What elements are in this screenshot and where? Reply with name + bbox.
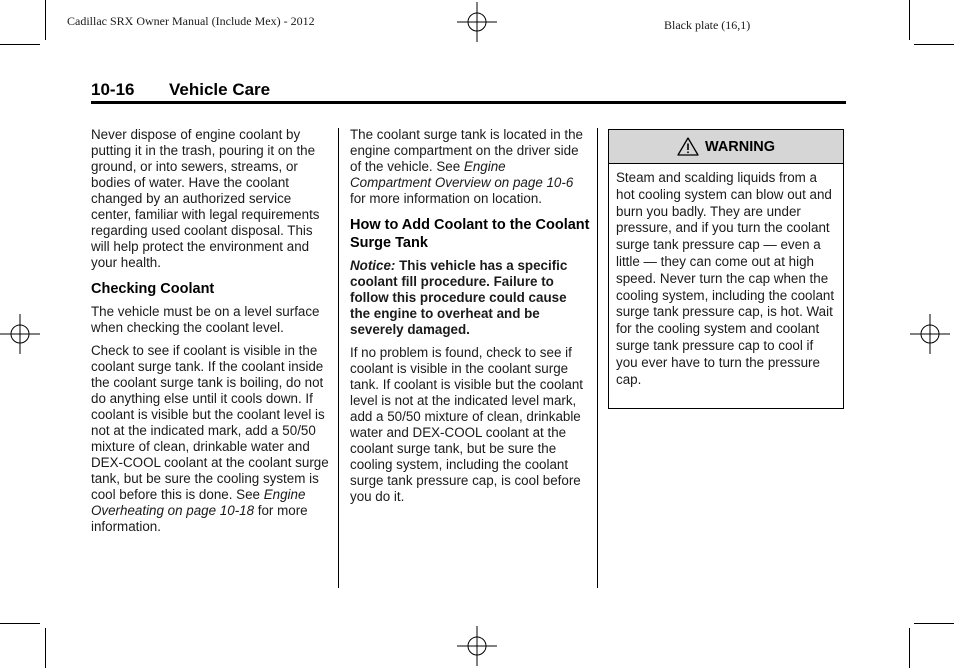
crop-mark: [909, 0, 910, 40]
title-rule: [91, 101, 846, 104]
crop-mark: [914, 623, 954, 624]
column-divider: [338, 128, 339, 588]
page-number: 10-16: [91, 80, 135, 99]
warning-header: [609, 130, 843, 164]
registration-mark-icon: [910, 314, 950, 354]
print-header-right: Black plate (16,1): [664, 18, 751, 32]
crop-mark: [0, 623, 40, 624]
warning-box: [608, 129, 844, 409]
crop-mark: [45, 0, 46, 40]
cross-reference-link[interactable]: Engine Overheating on page 10-18: [91, 487, 306, 518]
cross-reference-link[interactable]: Engine Compartment Overview on page 10-6: [350, 159, 574, 190]
notice-label: Notice:: [350, 258, 396, 273]
paragraph-add-procedure: If no problem is found, check to see if coolant is visible in the coolant surge tank. If coolant is visible but the coolant level is not at the indicated level mark, add a 50/50 mixture of clean, drinkable water and DEX-COOL coolant at the coolant surge tank, but be sure the cooling system, including the coolant surge tank pressure cap, is cool before you do it.: [350, 345, 583, 504]
registration-mark-icon: [0, 314, 40, 354]
paragraph-disposal: Never dispose of engine coolant by putting it in the trash, pouring it on the ground, or into sewers, streams, or bodies of water. Have the coolant changed by an authorized service center, familiar with legal requirements regarding used coolant disposal. This will help protect the environment and your health.: [91, 127, 320, 270]
paragraph-check-coolant: Check to see if coolant is visible in the coolant surge tank. If the coolant inside the coolant surge tank is boiling, do not do anything else until it cools down. If coolant is visible but the coolant level is not at the indicated mark, add a 50/50 mixture of clean, drinkable water and DEX-COOL coolant at the coolant surge tank, but be sure the cooling system is cool before this is done. See Engine Overheating on page 10-18 for more information.: [91, 343, 329, 534]
crop-mark: [0, 44, 40, 45]
paragraph-level-surface: The vehicle must be on a level surface when checking the coolant level.: [91, 304, 320, 335]
notice-paragraph: Notice: This vehicle has a specific coolant fill procedure. Failure to follow this procedure could cause the engine to overheat and be severely damaged.: [350, 258, 568, 337]
warning-title: WARNING: [704, 138, 776, 155]
heading-add-coolant: How to Add Coolant to the Coolant Surge Tank: [350, 217, 590, 251]
column-2: [350, 127, 590, 505]
crop-mark: [914, 44, 954, 45]
section-title: [91, 80, 846, 100]
print-header-left: Cadillac SRX Owner Manual (Include Mex) - 2012: [67, 14, 315, 28]
paragraph-tank-location: The coolant surge tank is located in the engine compartment on the driver side of the vehicle. See Engine Compartment Overview on page 10-6 for more information on location.: [350, 127, 583, 206]
crop-mark: [45, 628, 46, 668]
warning-text: Steam and scalding liquids from a hot cooling system can blow out and burn you badly. They are under pressure, and if you turn the coolant surge tank pressure cap — even a little — they can come out at high speed. Never turn the cap when the cooling system, including the coolant surge tank pressure cap, is hot. Wait for the cooling system and coolant surge tank pressure cap to cool if you ever have to turn the pressure cap.: [616, 170, 835, 387]
warning-triangle-icon: [677, 137, 699, 156]
registration-mark-icon: [457, 626, 497, 666]
chapter-title: Vehicle Care: [169, 80, 271, 99]
crop-mark: [909, 628, 910, 668]
heading-checking-coolant: Checking Coolant: [91, 281, 215, 297]
column-1: [91, 127, 331, 535]
registration-mark-icon: [457, 2, 497, 42]
column-divider: [597, 128, 598, 588]
